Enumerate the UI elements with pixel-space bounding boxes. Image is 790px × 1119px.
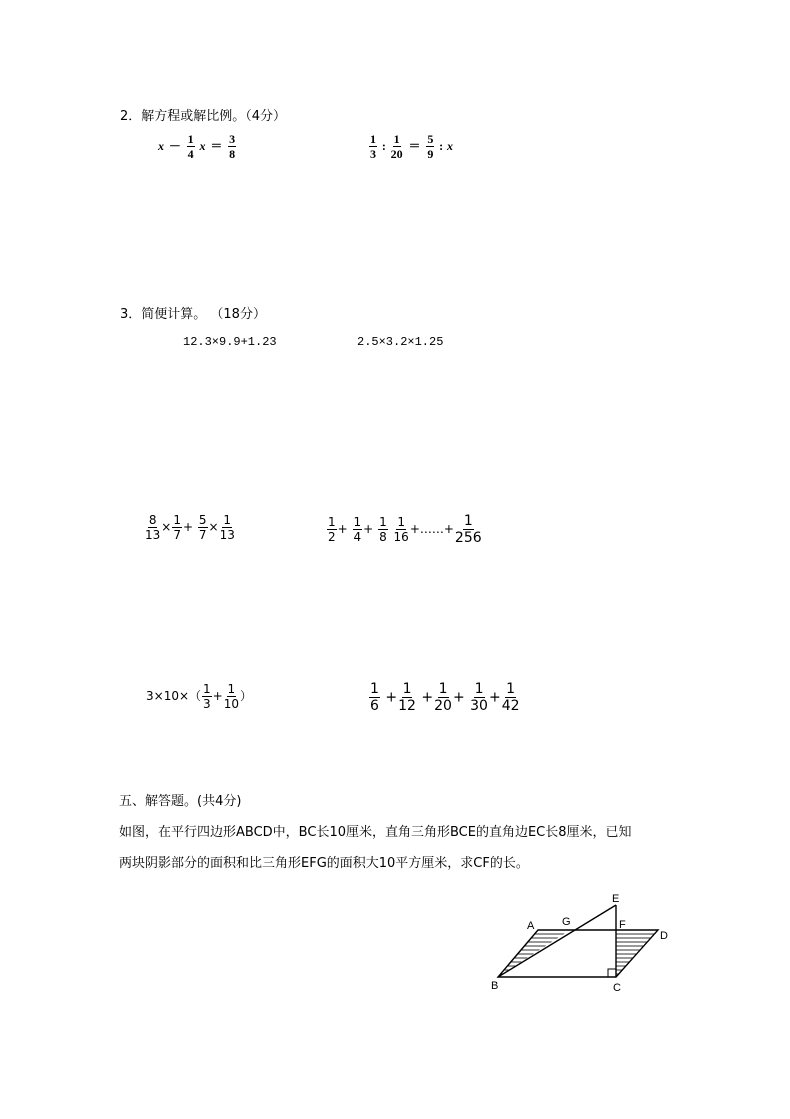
equation-1 [158, 133, 237, 160]
expression-2: 2.5×3.2×1.25 [357, 335, 444, 349]
equals-sign: ＝ [408, 139, 421, 153]
equals-sign: ＝ [210, 139, 223, 153]
label-g: G [562, 916, 571, 928]
plus-sign: + [452, 689, 465, 706]
parallelogram-figure [480, 885, 680, 995]
ratio-colon: : [381, 139, 386, 153]
expression-3 [144, 514, 236, 541]
section-5-heading: 五、解答题。(共4分) [119, 794, 242, 809]
fraction: $\frac{1}{20}$ [390, 132, 403, 161]
plus-sign: + [212, 689, 223, 703]
section-3-heading: 3．简便计算。 （18分） [120, 307, 266, 322]
ratio-colon: : [439, 139, 444, 153]
fraction: $\frac{5}{7}$ [198, 513, 207, 542]
fraction: $\frac{1}{20}$ [434, 681, 452, 714]
fraction: $\frac{1}{7}$ [173, 513, 181, 542]
fraction: $\frac{1}{3}$ [203, 682, 211, 711]
fraction: $\frac{5}{9}$ [427, 132, 434, 161]
times-sign: × [161, 520, 172, 534]
fraction: $\frac{1}{4}$ [353, 515, 362, 544]
label-c: C [613, 982, 621, 994]
fraction: $\frac{8}{13}$ [145, 513, 161, 542]
fraction: $\frac{1}{30}$ [470, 681, 488, 714]
fraction: $\frac{1}{16}$ [393, 515, 409, 544]
fraction: $\frac{3}{8}$ [229, 132, 236, 161]
fraction: $\frac{1}{8}$ [379, 515, 387, 544]
section-2-heading: 2．解方程或解比例。（4分） [120, 109, 287, 124]
fraction: $\frac{1}{3}$ [370, 132, 376, 161]
fraction: $\frac{1}{256}$ [454, 513, 482, 546]
variable-x: x [446, 139, 453, 153]
fraction: $\frac{1}{6}$ [370, 681, 379, 714]
equation-2 [368, 133, 453, 160]
fraction: $\frac{1}{2}$ [328, 515, 336, 544]
fraction: $\frac{1}{42}$ [501, 681, 520, 714]
plus-sign: + [488, 689, 501, 706]
minus-sign: － [168, 139, 181, 153]
fraction: $\frac{1}{10}$ [223, 682, 239, 711]
label-a: A [527, 920, 535, 932]
variable-x: x [199, 139, 206, 153]
right-angle-marker [608, 969, 616, 977]
plus-sign: + [385, 689, 398, 706]
label-b: B [491, 980, 499, 992]
label-e: E [612, 893, 620, 905]
problem-text-line-1: 如图，在平行四边形ABCD中，BC长10厘米，直角三角形BCE的直角边EC长8厘米，已知 [119, 825, 632, 840]
plus-sign: + [363, 522, 374, 536]
fraction: $\frac{1}{12}$ [398, 681, 416, 714]
problem-text-line-2: 两块阴影部分的面积和比三角形EFG的面积大10平方厘米，求CF的长。 [119, 856, 529, 871]
plus-sign: + [421, 689, 434, 706]
label-d: D [660, 930, 668, 942]
plus-sign: + [337, 522, 348, 536]
expression-5 [146, 683, 252, 710]
label-f: F [619, 919, 626, 931]
expression-6 [368, 682, 521, 713]
plus-sign: + [182, 520, 194, 534]
fraction: $\frac{1}{4}$ [187, 132, 194, 161]
expression-prefix: 3×10×（ [146, 689, 202, 703]
segment-be [498, 905, 616, 977]
variable-x: x [158, 139, 164, 153]
times-sign: × [208, 520, 219, 534]
fraction: $\frac{1}{13}$ [219, 513, 235, 542]
expression-1: 12.3×9.9+1.23 [183, 335, 277, 349]
expression-4 [326, 514, 483, 545]
ellipsis: +……+ [409, 522, 454, 536]
expression-suffix: ） [240, 689, 253, 703]
